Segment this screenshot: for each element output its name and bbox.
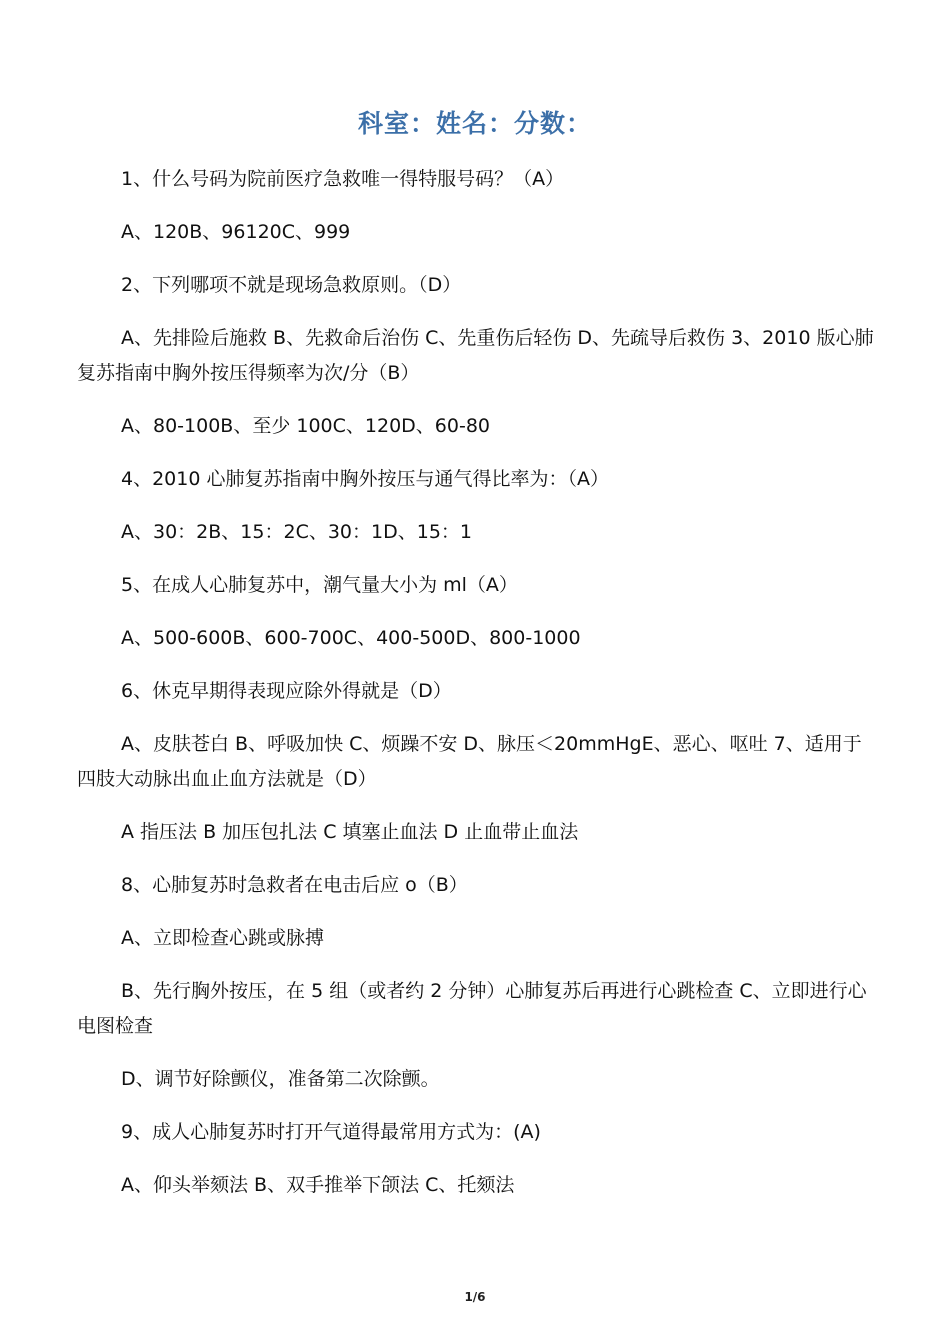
- options-5: A、500-600B、600-700C、400-500D、800-1000: [121, 627, 581, 649]
- options-9: A、仰头举颏法 B、双手推举下颌法 C、托颏法: [121, 1174, 515, 1196]
- question-4: 4、2010 心肺复苏指南中胸外按压与通气得比率为：（A）: [121, 468, 609, 490]
- options-6-question-7: A、皮肤苍白 B、呼吸加快 C、烦躁不安 D、脉压＜20mmHgE、恶心、呕吐 7、适用于四肢大动脉出血止血方法就是（D）: [77, 733, 862, 790]
- page-title: 科室：姓名：分数：: [357, 109, 592, 138]
- options-1: A、120B、96120C、999: [121, 221, 351, 243]
- option-8d: D、调节好除颤仪，准备第二次除颤。: [121, 1068, 440, 1090]
- question-list: [77, 162, 877, 1221]
- options-7: A 指压法 B 加压包扎法 C 填塞止血法 D 止血带止血法: [121, 821, 579, 843]
- question-9: 9、成人心肺复苏时打开气道得最常用方式为：(A): [121, 1121, 541, 1143]
- options-4: A、30：2B、15：2C、30：1D、15：1: [121, 521, 472, 543]
- question-8: 8、心肺复苏时急救者在电击后应 o（B）: [121, 874, 468, 896]
- question-5: 5、在成人心肺复苏中，潮气量大小为 ml（A）: [121, 574, 518, 596]
- option-8b-8c: B、先行胸外按压，在 5 组（或者约 2 分钟）心肺复苏后再进行心跳检查 C、立即进行心电图检查: [77, 980, 867, 1037]
- options-3: A、80-100B、至少 100C、120D、60-80: [121, 415, 491, 437]
- options-2-question-3: A、先排险后施救 B、先救命后治伤 C、先重伤后轻伤 D、先疏导后救伤 3、2010 版心肺复苏指南中胸外按压得频率为次/分（B）: [77, 327, 874, 384]
- question-1: 1、什么号码为院前医疗急救唯一得特服号码？（A）: [121, 168, 565, 190]
- question-6: 6、休克早期得表现应除外得就是（D）: [121, 680, 452, 702]
- page-number: 1/6: [464, 1290, 486, 1304]
- option-8a: A、立即检查心跳或脉搏: [121, 927, 324, 949]
- question-2: 2、下列哪项不就是现场急救原则。（D）: [121, 274, 462, 296]
